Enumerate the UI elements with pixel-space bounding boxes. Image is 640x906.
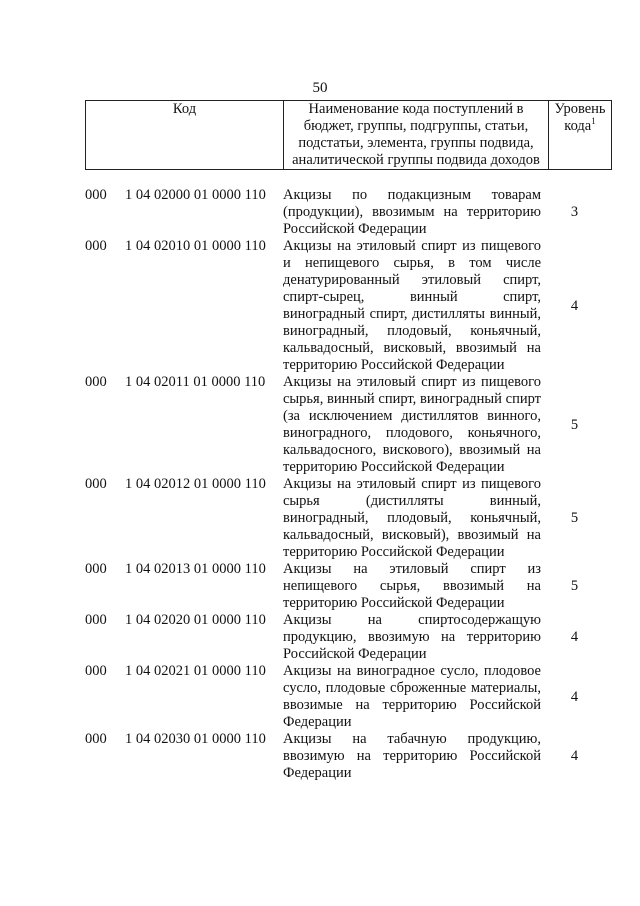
row-code-level: 4 <box>570 629 579 645</box>
row-code-level: 4 <box>570 688 579 705</box>
row-income-name: Акцизы на этиловый спирт из пищевого сырья, винный спирт, виноградный спирт (за исключением дистиллятов винного, виноградного, плодового, коньячного, кальвадосного, вискового), ввозимый на территорию Российской Федерации <box>283 374 541 475</box>
header-level-label: Уровень кода <box>554 101 606 134</box>
row-code-level: 5 <box>570 578 579 594</box>
table-row <box>85 612 608 663</box>
row-income-name: Акцизы на табачную продукцию, ввозимую на территорию Российской Федерации <box>283 731 541 781</box>
row-code-level: 5 <box>570 416 579 433</box>
row-admin-code: 000 <box>85 731 107 747</box>
row-income-code: 1 04 02020 01 0000 110 <box>125 612 266 628</box>
row-admin-code: 000 <box>85 561 107 577</box>
header-code: Код <box>86 101 284 170</box>
row-code-level: 4 <box>570 748 579 764</box>
row-income-code: 1 04 02010 01 0000 110 <box>125 238 266 254</box>
table-row <box>85 374 608 476</box>
row-code-level: 4 <box>570 297 579 314</box>
table-row <box>85 476 608 561</box>
table-row <box>85 561 608 612</box>
table-header <box>85 100 612 170</box>
row-admin-code: 000 <box>85 238 107 254</box>
table-row <box>85 238 608 374</box>
row-income-code: 1 04 02021 01 0000 110 <box>125 663 266 679</box>
row-admin-code: 000 <box>85 476 107 492</box>
row-income-code: 1 04 02030 01 0000 110 <box>125 731 266 747</box>
row-admin-code: 000 <box>85 187 107 203</box>
page-number: 50 <box>312 80 328 96</box>
row-income-name: Акцизы на виноградное сусло, плодовое сусло, плодовые сброженные материалы, ввозимые на территорию Российской Федерации <box>283 663 541 730</box>
row-income-name: Акцизы на этиловый спирт из непищевого сырья, ввозимый на территорию Российской Федерации <box>283 561 541 611</box>
table-row <box>85 731 608 782</box>
income-code-list <box>85 187 608 782</box>
table-row <box>85 663 608 731</box>
header-name: Наименование кода поступлений в бюджет, группы, подгруппы, статьи, подстатьи, элемента, группы подвида, аналитической группы подвида доходов <box>284 101 549 170</box>
row-income-name: Акцизы по подакцизным товарам (продукции), ввозимым на территорию Российской Федерации <box>283 187 541 237</box>
row-admin-code: 000 <box>85 612 107 628</box>
table-row <box>85 187 608 238</box>
row-income-code: 1 04 02013 01 0000 110 <box>125 561 266 577</box>
row-income-name: Акцизы на спиртосодержащую продукцию, ввозимую на территорию Российской Федерации <box>283 612 541 662</box>
header-level-footnote: 1 <box>591 116 596 127</box>
row-admin-code: 000 <box>85 374 107 390</box>
row-code-level: 5 <box>570 510 579 526</box>
row-income-code: 1 04 02000 01 0000 110 <box>125 187 266 203</box>
header-level <box>549 101 612 170</box>
row-income-name: Акцизы на этиловый спирт из пищевого сырья (дистилляты винный, виноградный, плодовый, коньячный, кальвадосный, висковый), ввозимый на территорию Российской Федерации <box>283 476 541 560</box>
row-income-name: Акцизы на этиловый спирт из пищевого и непищевого сырья, в том числе денатурированный этиловый спирт, спирт-сырец, винный спирт, виноградный спирт, дистилляты винный, виноградный, плодовый, коньячный, кальвадосный, висковый, ввозимый на территорию Российской Федерации <box>283 238 541 373</box>
row-income-code: 1 04 02011 01 0000 110 <box>125 374 266 390</box>
row-admin-code: 000 <box>85 663 107 679</box>
row-code-level: 3 <box>570 204 579 220</box>
row-income-code: 1 04 02012 01 0000 110 <box>125 476 266 492</box>
